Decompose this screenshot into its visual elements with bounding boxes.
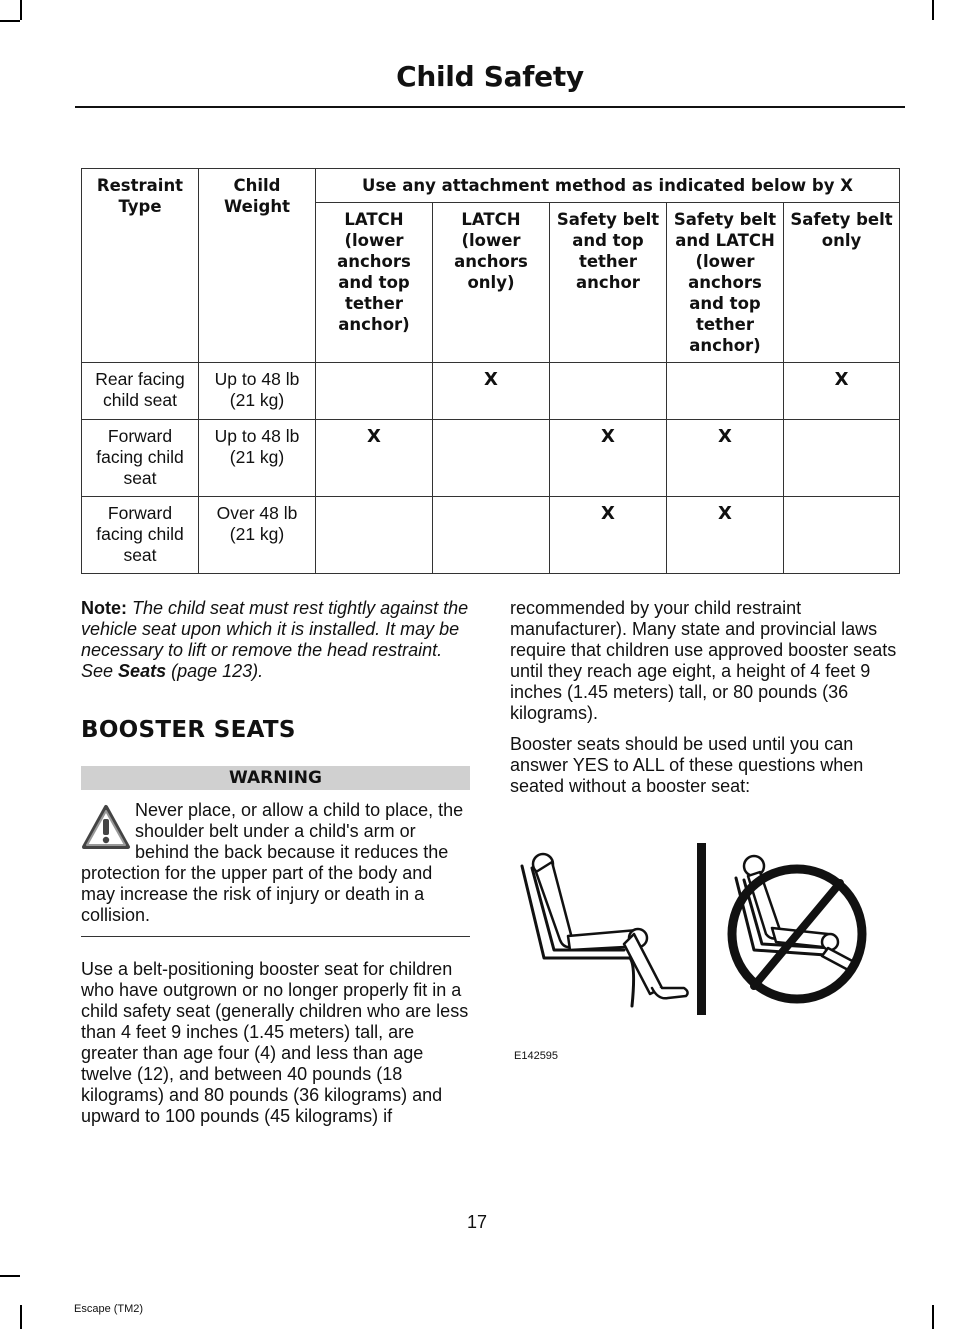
method-header: LATCH (lower anchors and top tether anchor) bbox=[316, 203, 433, 363]
crop-mark bbox=[0, 1275, 20, 1277]
crop-mark bbox=[932, 0, 934, 20]
method-mark bbox=[550, 363, 667, 420]
left-column bbox=[81, 598, 470, 1127]
restraint-table bbox=[81, 168, 900, 574]
method-mark: X bbox=[550, 420, 667, 497]
header-restraint-type: Restraint Type bbox=[82, 169, 199, 363]
method-mark bbox=[433, 420, 550, 497]
booster-questions-intro: Booster seats should be used until you can answer YES to ALL of these questions when seated without a booster seat: bbox=[510, 734, 864, 796]
restraint-type-cell: Rear facing child seat bbox=[82, 363, 199, 420]
method-mark bbox=[316, 497, 433, 574]
method-mark bbox=[316, 363, 433, 420]
method-header: LATCH (lower anchors only) bbox=[433, 203, 550, 363]
note-text: The child seat must rest tightly against the vehicle seat upon which it is installed. It may be necessary to lift or remove the head restraint. See bbox=[81, 598, 469, 681]
section-title: BOOSTER SEATS bbox=[81, 717, 296, 743]
weight-cell: Up to 48 lb (21 kg) bbox=[199, 363, 316, 420]
seats-link[interactable]: Seats bbox=[118, 661, 167, 681]
method-mark: X bbox=[784, 363, 900, 420]
warning-box bbox=[81, 800, 470, 937]
right-column bbox=[510, 598, 902, 797]
weight-cell: Over 48 lb (21 kg) bbox=[199, 497, 316, 574]
restraint-type-cell: Forward facing child seat bbox=[82, 497, 199, 574]
page-number: 17 bbox=[466, 1212, 488, 1232]
method-mark: X bbox=[667, 420, 784, 497]
method-mark: X bbox=[433, 363, 550, 420]
warning-rule bbox=[81, 936, 470, 937]
crop-mark bbox=[932, 1305, 934, 1329]
weight-cell: Up to 48 lb (21 kg) bbox=[199, 420, 316, 497]
booster-paragraph-continued: recommended by your child restraint manufacturer). Many state and provincial laws require that children use approved booster seats until they reach age eight, a height of 4 feet 9 inches (1.45 meters) tall, or 80 pounds (36 kilograms). bbox=[510, 598, 897, 723]
note-paragraph bbox=[81, 598, 470, 682]
note-label: Note: bbox=[81, 598, 127, 618]
correct-seating-figure bbox=[522, 854, 688, 1006]
booster-paragraph: Use a belt-positioning booster seat for children who have outgrown or no longer properly fit in a child safety seat (generally children who are less than 4 feet 9 inches (1.45 meters) tall, are greater than age four (4) and less than age twelve (12), and between 40 pounds (18 kilograms) and 80 pounds (36 kilograms) and upward to 100 pounds (45 kilograms) if bbox=[81, 959, 469, 1126]
figure-label: E142595 bbox=[514, 1050, 559, 1062]
footer-model: Escape (TM2) bbox=[74, 1303, 144, 1315]
page-title: Child Safety bbox=[396, 60, 584, 93]
method-mark bbox=[667, 363, 784, 420]
warning-header: WARNING bbox=[81, 766, 470, 790]
restraint-type-cell: Forward facing child seat bbox=[82, 420, 199, 497]
crop-mark bbox=[0, 20, 20, 22]
method-mark: X bbox=[550, 497, 667, 574]
method-mark bbox=[433, 497, 550, 574]
table-row bbox=[82, 497, 900, 574]
header-rule bbox=[75, 106, 905, 108]
header-child-weight: Child Weight bbox=[199, 169, 316, 363]
warning-text: Never place, or allow a child to place, the shoulder belt under a child's arm or behind the back because it reduces the protection for the upper part of the body and may increase the risk of injury or death in a collision. bbox=[81, 800, 464, 925]
method-header: Safety belt and LATCH (lower anchors and top tether anchor) bbox=[667, 203, 784, 363]
table-row bbox=[82, 420, 900, 497]
crop-mark bbox=[20, 0, 22, 20]
method-mark bbox=[784, 420, 900, 497]
header-attachment-methods: Use any attachment method as indicated below by X bbox=[316, 169, 900, 203]
crop-mark bbox=[20, 1305, 22, 1329]
method-mark bbox=[784, 497, 900, 574]
method-header: Safety belt and top tether anchor bbox=[550, 203, 667, 363]
warning-triangle-icon bbox=[81, 804, 131, 852]
method-mark: X bbox=[316, 420, 433, 497]
method-mark: X bbox=[667, 497, 784, 574]
table-row bbox=[82, 363, 900, 420]
method-header: Safety belt only bbox=[784, 203, 900, 363]
figure-divider bbox=[697, 843, 706, 1015]
note-page-ref: (page 123). bbox=[171, 661, 264, 681]
booster-seat-illustration bbox=[510, 838, 890, 1028]
